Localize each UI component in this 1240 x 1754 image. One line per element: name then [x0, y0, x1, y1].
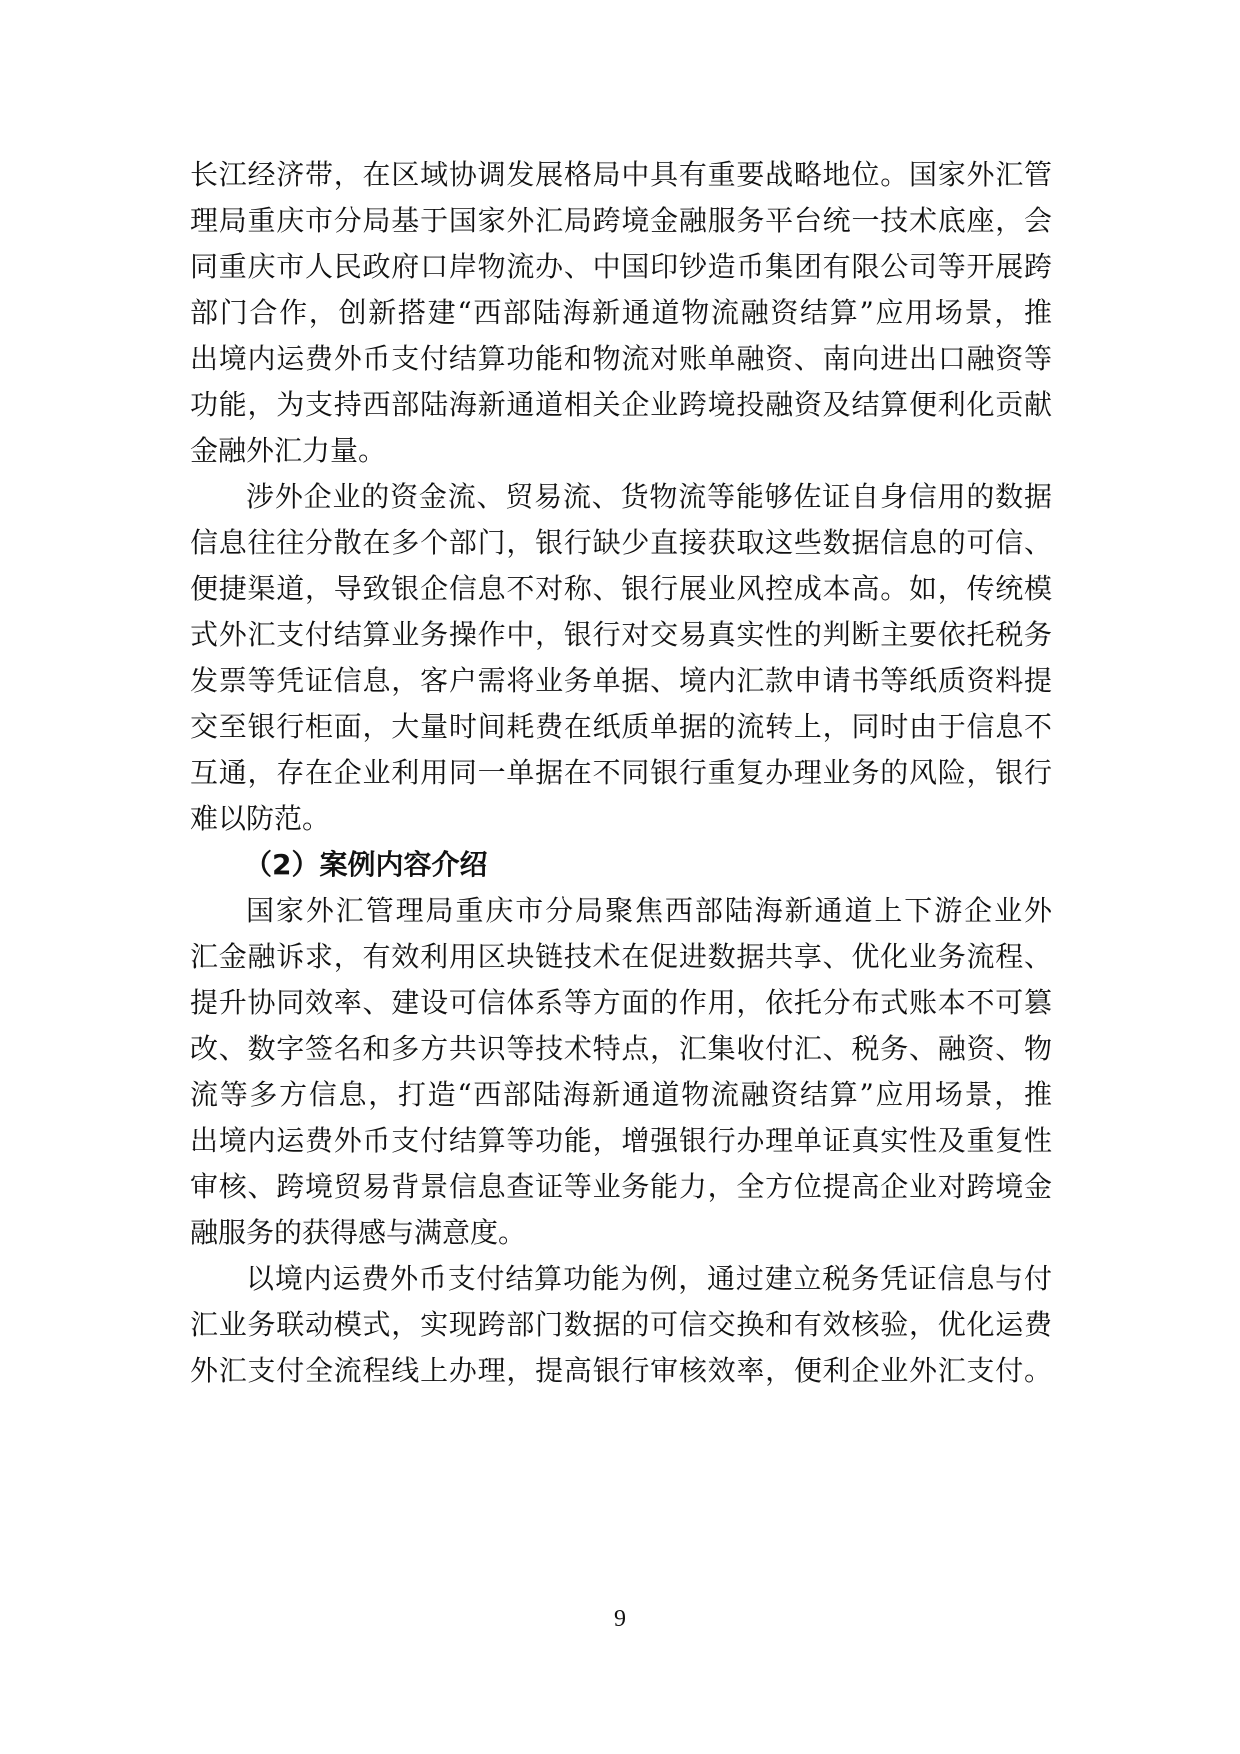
text-line: 部门合作，创新搭建“西部陆海新通道物流融资结算”应用场景，推: [190, 296, 1052, 329]
paragraph-example: [190, 1256, 1052, 1394]
text-line: 出境内运费外币支付结算等功能，增强银行办理单证真实性及重复性: [190, 1124, 1052, 1157]
text-line: 国家外汇管理局重庆市分局聚焦西部陆海新通道上下游企业外: [246, 894, 1052, 927]
text-line: 功能，为支持西部陆海新通道相关企业跨境投融资及结算便利化贡献: [190, 388, 1052, 421]
text-line: 长江经济带，在区域协调发展格局中具有重要战略地位。国家外汇管: [190, 158, 1052, 191]
text-line: 汇金融诉求，有效利用区块链技术在促进数据共享、优化业务流程、: [190, 940, 1052, 973]
text-line: 出境内运费外币支付结算功能和物流对账单融资、南向进出口融资等: [190, 342, 1052, 375]
text-line: 理局重庆市分局基于国家外汇局跨境金融服务平台统一技术底座，会: [190, 204, 1052, 237]
document-body: [190, 152, 1052, 1394]
text-line: 便捷渠道，导致银企信息不对称、银行展业风控成本高。如，传统模: [190, 572, 1052, 605]
text-line: 同重庆市人民政府口岸物流办、中国印钞造币集团有限公司等开展跨: [190, 250, 1052, 283]
text-line: 以境内运费外币支付结算功能为例，通过建立税务凭证信息与付: [246, 1262, 1052, 1295]
text-line: 金融外汇力量。: [190, 434, 387, 467]
text-line: 汇业务联动模式，实现跨部门数据的可信交换和有效核验，优化运费: [190, 1308, 1052, 1341]
text-line: 审核、跨境贸易背景信息查证等业务能力，全方位提高企业对跨境金: [190, 1170, 1052, 1203]
text-line: 交至银行柜面，大量时间耗费在纸质单据的流转上，同时由于信息不: [190, 710, 1052, 743]
section-heading: （2）案例内容介绍: [244, 848, 488, 881]
text-line: 涉外企业的资金流、贸易流、货物流等能够佐证自身信用的数据: [246, 480, 1052, 513]
text-line: 融服务的获得感与满意度。: [190, 1216, 527, 1249]
text-line: 互通，存在企业利用同一单据在不同银行重复办理业务的风险，银行: [190, 756, 1052, 789]
text-line: 改、数字签名和多方共识等技术特点，汇集收付汇、税务、融资、物: [190, 1032, 1052, 1065]
text-line: 难以防范。: [190, 802, 331, 835]
paragraph-context: [190, 152, 1052, 474]
paragraph-problem: [190, 474, 1052, 842]
text-line: 外汇支付全流程线上办理，提高银行审核效率，便利企业外汇支付。: [190, 1354, 1052, 1387]
paragraph-case-content: [190, 888, 1052, 1256]
text-line: 流等多方信息，打造“西部陆海新通道物流融资结算”应用场景，推: [190, 1078, 1052, 1111]
text-line: 提升协同效率、建设可信体系等方面的作用，依托分布式账本不可篡: [190, 986, 1052, 1019]
text-line: 发票等凭证信息，客户需将业务单据、境内汇款申请书等纸质资料提: [190, 664, 1052, 697]
text-line: 式外汇支付结算业务操作中，银行对交易真实性的判断主要依托税务: [190, 618, 1052, 651]
text-line: 信息往往分散在多个部门，银行缺少直接获取这些数据信息的可信、: [190, 526, 1052, 559]
page-number: 9: [614, 1606, 626, 1632]
